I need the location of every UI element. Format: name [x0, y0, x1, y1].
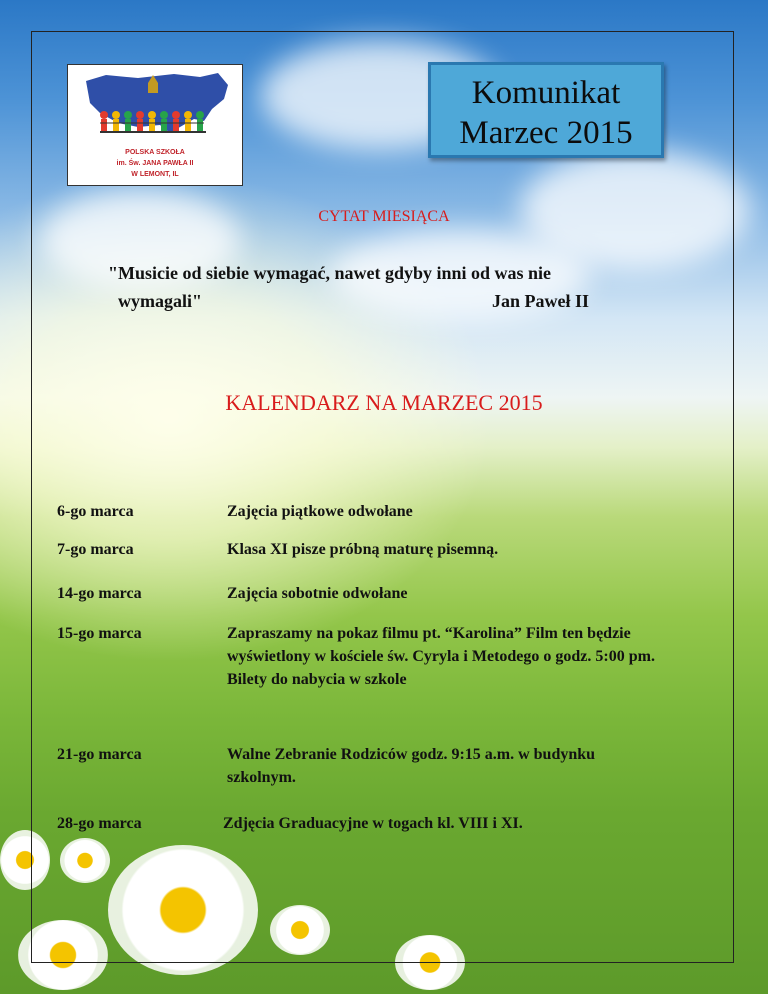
calendar-date: 6-go marca — [57, 503, 134, 520]
calendar-row — [57, 538, 697, 562]
calendar-row — [57, 500, 697, 524]
calendar-title: KALENDARZ NA MARZEC 2015 — [225, 390, 543, 415]
quote-line-2: wymagali" — [118, 291, 202, 311]
calendar-row — [57, 812, 697, 836]
title-line-date: Marzec 2015 — [459, 115, 633, 151]
calendar-date: 15-go marca — [57, 625, 142, 642]
calendar-row — [57, 622, 697, 722]
calendar-event: Klasa XI pisze próbną maturę pisemną. — [227, 541, 499, 558]
calendar-event: Zajęcia sobotnie odwołane — [227, 585, 408, 602]
map-children-icon — [78, 69, 234, 147]
logo-location: W LEMONT, IL — [131, 171, 179, 178]
logo-school-name: POLSKA SZKOŁA — [125, 149, 185, 156]
quote-heading: CYTAT MIESIĄCA — [318, 208, 450, 225]
quote-author: Jan Paweł II — [492, 291, 590, 311]
calendar-date: 7-go marca — [57, 541, 134, 558]
calendar-date: 28-go marca — [57, 815, 142, 832]
logo-patron: im. Św. JANA PAWŁA II — [116, 160, 194, 167]
calendar-date: 14-go marca — [57, 585, 142, 602]
title-line-komunikat: Komunikat — [471, 75, 621, 111]
quote-text — [108, 259, 551, 315]
calendar-event: Zajęcia piątkowe odwołane — [227, 503, 413, 520]
calendar-row — [57, 582, 697, 606]
calendar-date: 21-go marca — [57, 746, 142, 763]
calendar-event: Walne Zebranie Rodziców godz. 9:15 a.m. w budynku szkolnym. — [227, 746, 596, 786]
quote-line-1: "Musicie od siebie wymagać, nawet gdyby inni od was nie — [108, 263, 552, 283]
title-box — [428, 62, 664, 158]
calendar-event: Zdjęcia Graduacyjne w togach kl. VIII i XI. — [223, 815, 523, 832]
school-logo — [67, 64, 243, 186]
calendar-event: Zapraszamy na pokaz filmu pt. “Karolina” Film ten będzie wyświetlony w kościele św. Cyryla i Metodego o godz. 5:00 pm. Bilety do nabycia w szkole — [227, 625, 655, 688]
calendar-row — [57, 743, 697, 793]
